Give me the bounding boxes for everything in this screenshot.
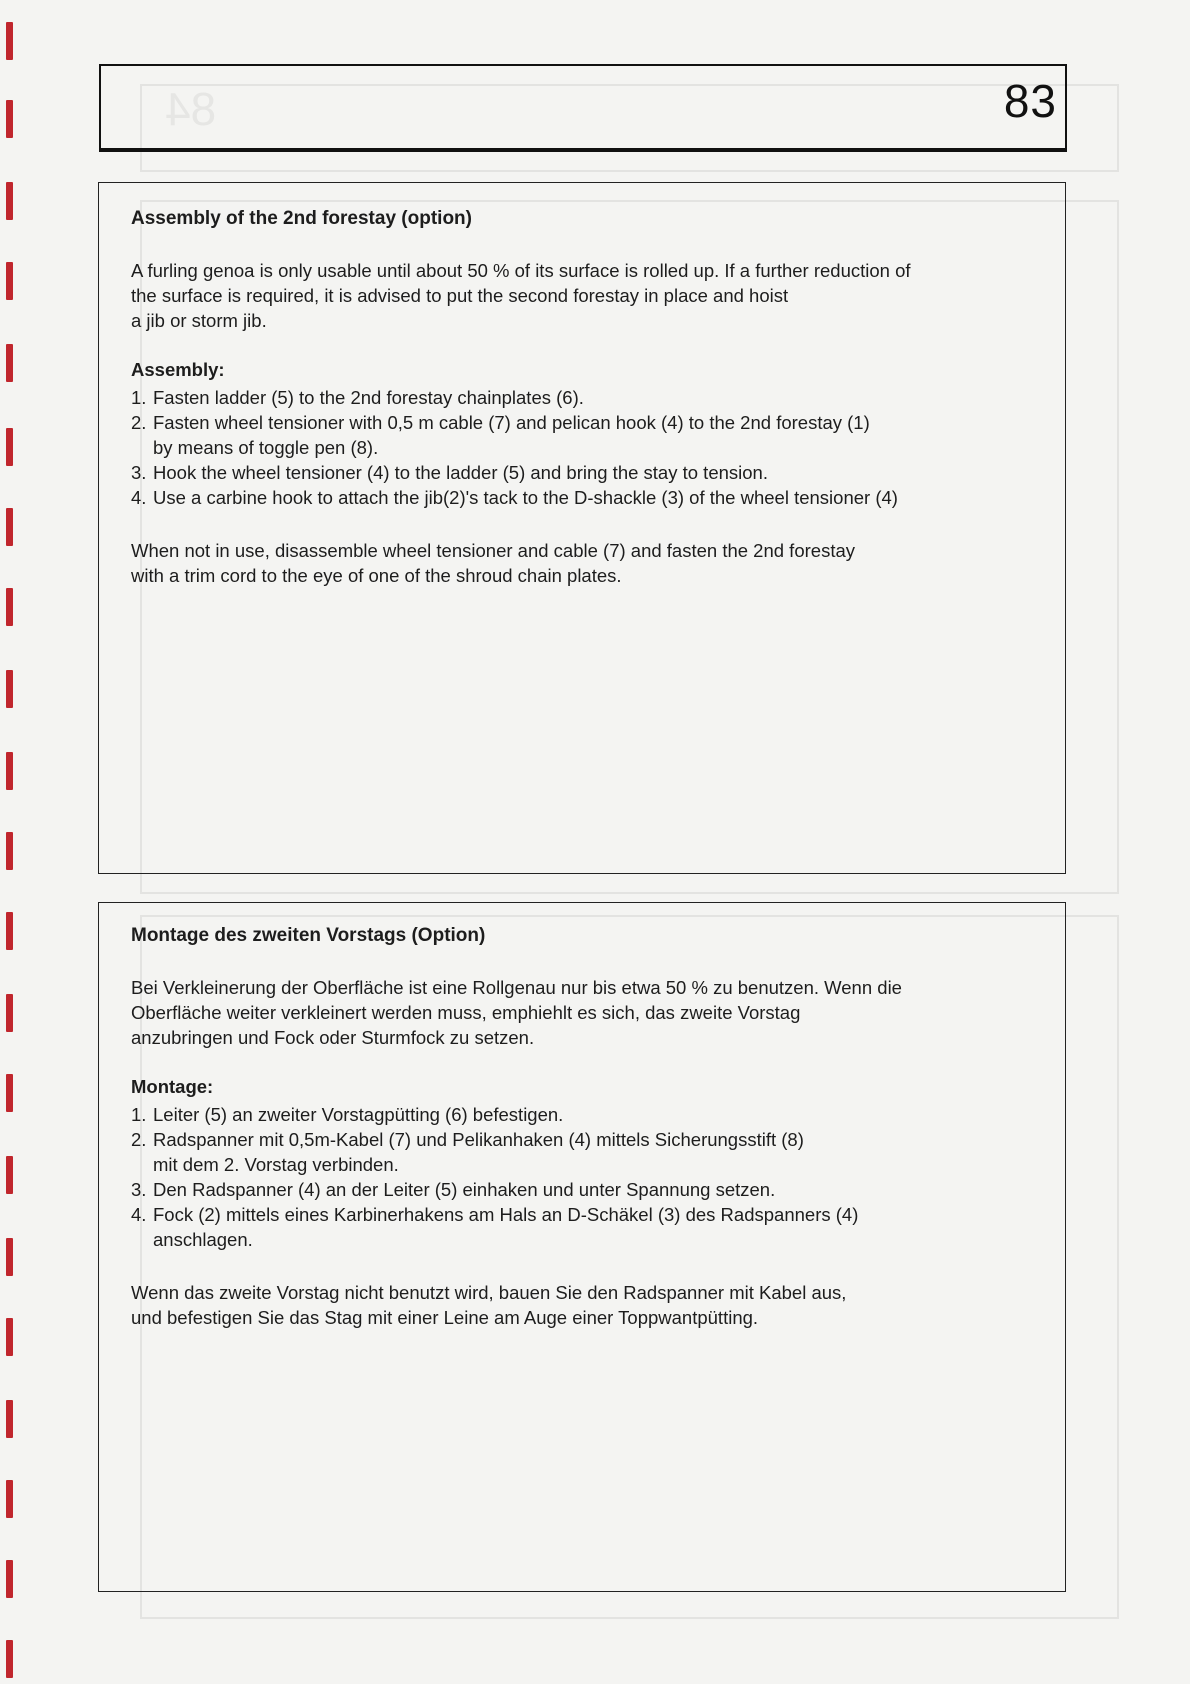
list-item [131,410,1033,460]
list-item [131,460,1033,485]
binding-mark [6,832,13,870]
section-title: Montage des zweiten Vorstags (Option) [131,925,486,946]
step-number: 3. [131,1179,147,1200]
page-number: 83 [1003,75,1057,127]
list-item [131,1127,1033,1177]
step-text: Use a carbine hook to attach the jib(2)'s tack to the D-shackle (3) of the wheel tensioner (4) [153,487,898,508]
step-text: Fock (2) mittels eines Karbinerhakens am Hals an D-Schäkel (3) des Radspanners (4) [153,1204,859,1225]
steps-list [131,385,1033,510]
list-item [131,485,1033,510]
intro-line: A furling genoa is only usable until about 50 % of its surface is rolled up. If a further reduction of [131,260,911,281]
closing-line: Wenn das zweite Vorstag nicht benutzt wird, bauen Sie den Radspanner mit Kabel aus, [131,1282,847,1303]
binding-mark [6,344,13,382]
step-number: 4. [131,487,147,508]
closing-line: with a trim cord to the eye of one of the shroud chain plates. [131,565,622,586]
step-number: 2. [131,1129,147,1150]
binding-mark [6,262,13,300]
step-number: 1. [131,387,147,408]
binding-mark [6,1156,13,1194]
step-text: Den Radspanner (4) an der Leiter (5) einhaken und unter Spannung setzen. [153,1179,776,1200]
section-title: Assembly of the 2nd forestay (option) [131,208,472,229]
german-section [98,902,1066,1592]
binding-mark [6,1238,13,1276]
list-item [131,1202,1033,1252]
step-number: 3. [131,462,147,483]
closing-paragraph [131,1280,1033,1330]
binding-mark [6,182,13,220]
binding-mark [6,912,13,950]
binding-mark [6,1480,13,1518]
closing-line: When not in use, disassemble wheel tensioner and cable (7) and fasten the 2nd forestay [131,540,855,561]
step-text: mit dem 2. Vorstag verbinden. [153,1154,399,1175]
binding-mark [6,1318,13,1356]
step-text: Radspanner mit 0,5m-Kabel (7) und Pelikanhaken (4) mittels Sicherungsstift (8) [153,1129,804,1150]
binding-mark [6,1400,13,1438]
list-item [131,1102,1033,1127]
intro-line: Oberfläche weiter verkleinert werden muss, emphiehlt es sich, das zweite Vorstag [131,1002,801,1023]
step-text: Fasten wheel tensioner with 0,5 m cable (7) and pelican hook (4) to the 2nd forestay (1) [153,412,870,433]
binding-mark [6,588,13,626]
step-text: Hook the wheel tensioner (4) to the ladder (5) and bring the stay to tension. [153,462,768,483]
english-section [98,182,1066,874]
binding-mark [6,1640,13,1678]
subheading: Assembly: [131,359,225,380]
list-item [131,385,1033,410]
intro-paragraph [131,975,1033,1050]
binding-mark [6,508,13,546]
subheading: Montage: [131,1076,214,1097]
binding-mark [6,1074,13,1112]
closing-paragraph [131,538,1033,588]
intro-line: Bei Verkleinerung der Oberfläche ist eine Rollgenau nur bis etwa 50 % zu benutzen. Wenn die [131,977,902,998]
steps-list [131,1102,1033,1252]
step-text: Fasten ladder (5) to the 2nd forestay chainplates (6). [153,387,584,408]
binding-mark [6,428,13,466]
step-text: Leiter (5) an zweiter Vorstagpütting (6) befestigen. [153,1104,564,1125]
step-text: anschlagen. [153,1229,253,1250]
binding-mark [6,22,13,60]
step-text: by means of toggle pen (8). [153,437,379,458]
binding-edge [0,0,24,1684]
intro-line: a jib or storm jib. [131,310,267,331]
binding-mark [6,670,13,708]
step-number: 2. [131,412,147,433]
binding-mark [6,100,13,138]
step-number: 1. [131,1104,147,1125]
intro-line: anzubringen und Fock oder Sturmfock zu setzen. [131,1027,535,1048]
german-content [131,925,1033,1330]
intro-paragraph [131,258,1033,333]
step-number: 4. [131,1204,147,1225]
page-header [99,64,1067,150]
show-through-number: 84 [165,83,217,135]
binding-mark [6,994,13,1032]
intro-line: the surface is required, it is advised to put the second forestay in place and hoist [131,285,789,306]
english-content [131,208,1033,588]
binding-mark [6,1560,13,1598]
binding-mark [6,752,13,790]
closing-line: und befestigen Sie das Stag mit einer Leine am Auge einer Toppwantpütting. [131,1307,759,1328]
list-item [131,1177,1033,1202]
